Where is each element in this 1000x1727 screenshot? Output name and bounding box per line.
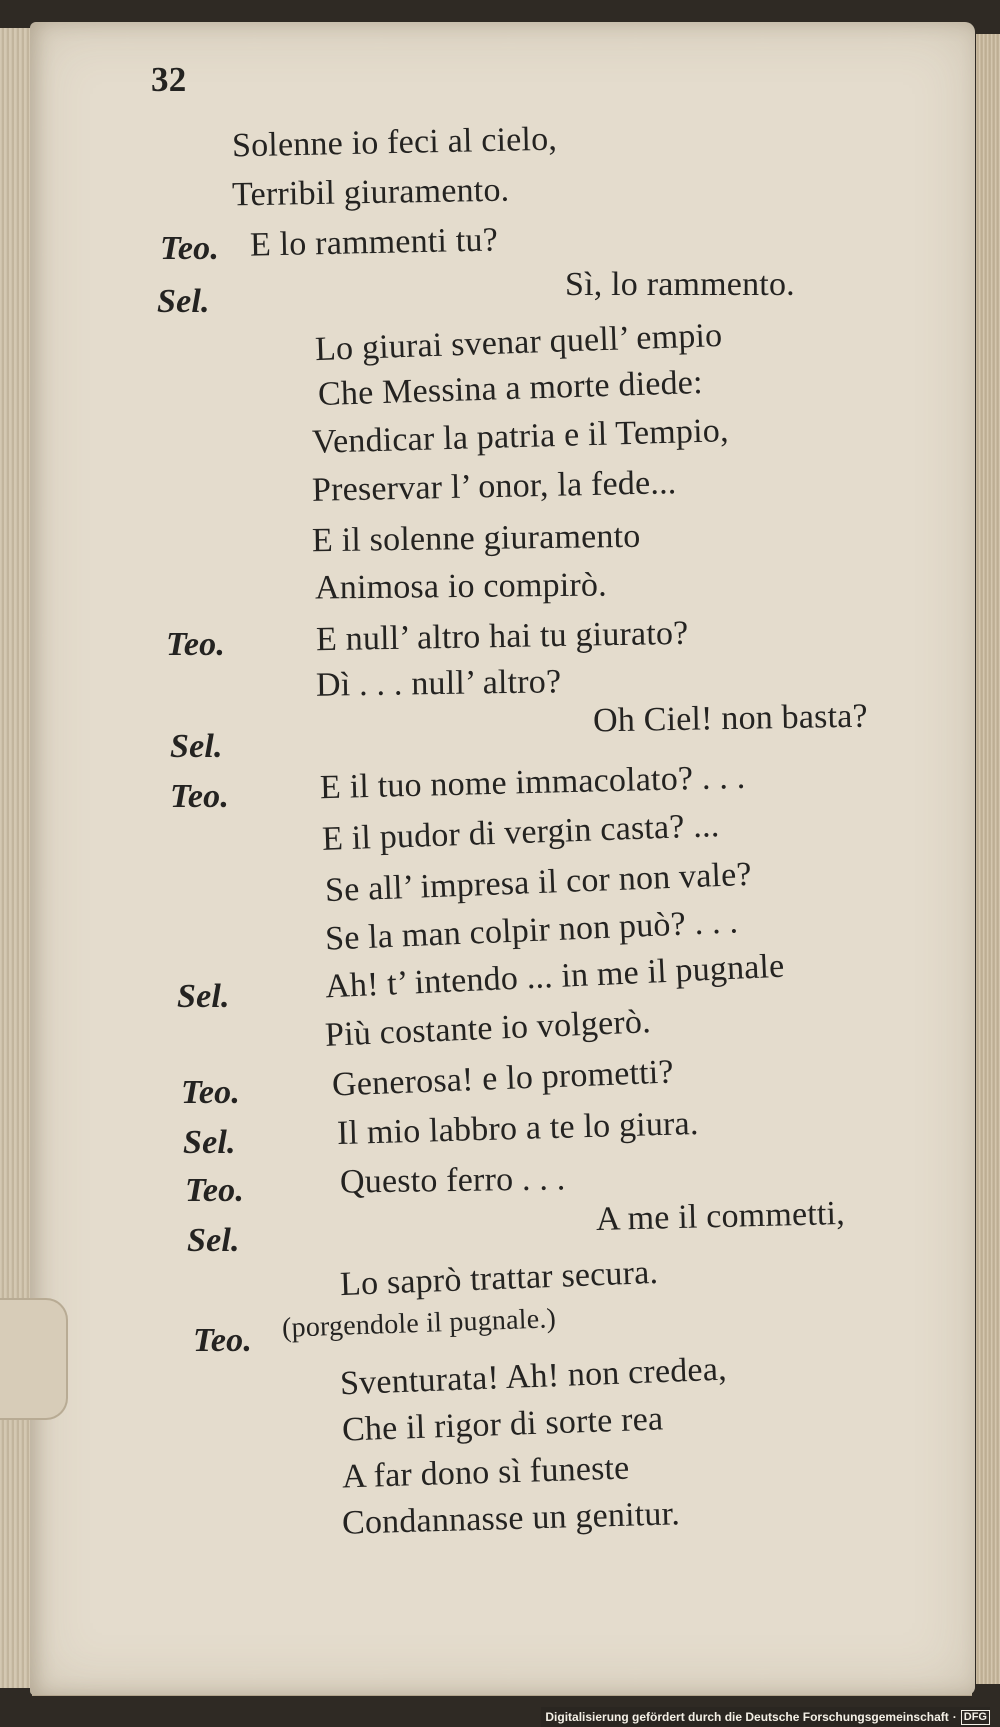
verse-line: Oh Ciel! non basta? bbox=[592, 697, 869, 740]
verse-line: Terribil giuramento. bbox=[231, 171, 510, 214]
verse-line: Che il rigor di sorte rea bbox=[341, 1400, 664, 1449]
speaker-label: Teo. bbox=[170, 778, 230, 815]
verse-line: Se all’ impresa il cor non vale? bbox=[324, 855, 753, 910]
verse-line: Dì . . . null’ altro? bbox=[315, 663, 562, 704]
verse-line: E lo rammenti tu? bbox=[249, 221, 499, 264]
verse-line: A far dono sì funeste bbox=[341, 1449, 630, 1496]
verse-line: E il tuo nome immacolato? . . . bbox=[319, 758, 746, 807]
verse-line: E null’ altro hai tu giurato? bbox=[315, 614, 689, 659]
page-number: 32 bbox=[151, 60, 187, 99]
speaker-label: Sel. bbox=[187, 1222, 240, 1259]
digitization-footer bbox=[541, 1707, 990, 1727]
right-page-edge bbox=[976, 34, 1000, 1684]
verse-line: Questo ferro . . . bbox=[339, 1160, 566, 1201]
verse-line: Più costante io volgerò. bbox=[324, 1003, 652, 1054]
speaker-label: Sel. bbox=[177, 978, 230, 1015]
speaker-label: Teo. bbox=[181, 1074, 241, 1111]
footer-separator: · bbox=[952, 1710, 957, 1724]
speaker-label: Teo. bbox=[185, 1172, 245, 1209]
verse-line: E il solenne giuramento bbox=[311, 517, 641, 560]
verse-line: Che Messina a morte diede: bbox=[317, 363, 704, 414]
speaker-label: Teo. bbox=[160, 230, 220, 267]
dfg-logo: DFG bbox=[961, 1710, 990, 1725]
verse-line: Animosa io compirò. bbox=[314, 566, 608, 607]
verse-line: Lo giurai svenar quell’ empio bbox=[314, 316, 723, 369]
verse-line: A me il commetti, bbox=[595, 1194, 846, 1239]
verse-line: Lo saprò trattar secura. bbox=[339, 1253, 659, 1304]
stage-direction: (porgendole il pugnale.) bbox=[281, 1303, 557, 1344]
verse-line: Sì, lo rammento. bbox=[565, 266, 795, 303]
verse-line: Se la man colpir non può? . . . bbox=[324, 903, 739, 958]
speaker-label: Sel. bbox=[183, 1124, 236, 1161]
verse-line: Il mio labbro a te lo giura. bbox=[336, 1104, 699, 1153]
speaker-label: Sel. bbox=[170, 728, 223, 765]
verse-line: Vendicar la patria e il Tempio, bbox=[311, 412, 730, 461]
verse-line: E il pudor di vergin casta? ... bbox=[321, 807, 720, 858]
footer-credit: Digitalisierung gefördert durch die Deutsche Forschungsgemeinschaft bbox=[545, 1710, 949, 1724]
verse-line: Condannasse un genitur. bbox=[341, 1495, 681, 1542]
speaker-label: Sel. bbox=[157, 283, 210, 320]
verse-line: Generosa! e lo prometti? bbox=[331, 1053, 675, 1104]
page-clip bbox=[0, 1298, 68, 1420]
verse-line: Preservar l’ onor, la fede... bbox=[311, 464, 677, 509]
verse-line: Solenne io feci al cielo, bbox=[231, 120, 558, 165]
verse-line: Sventurata! Ah! non credea, bbox=[339, 1350, 728, 1403]
speaker-label: Teo. bbox=[193, 1322, 253, 1359]
verse-line: Ah! t’ intendo ... in me il pugnale bbox=[324, 947, 786, 1006]
paper-page bbox=[30, 22, 975, 1695]
speaker-label: Teo. bbox=[166, 626, 226, 663]
